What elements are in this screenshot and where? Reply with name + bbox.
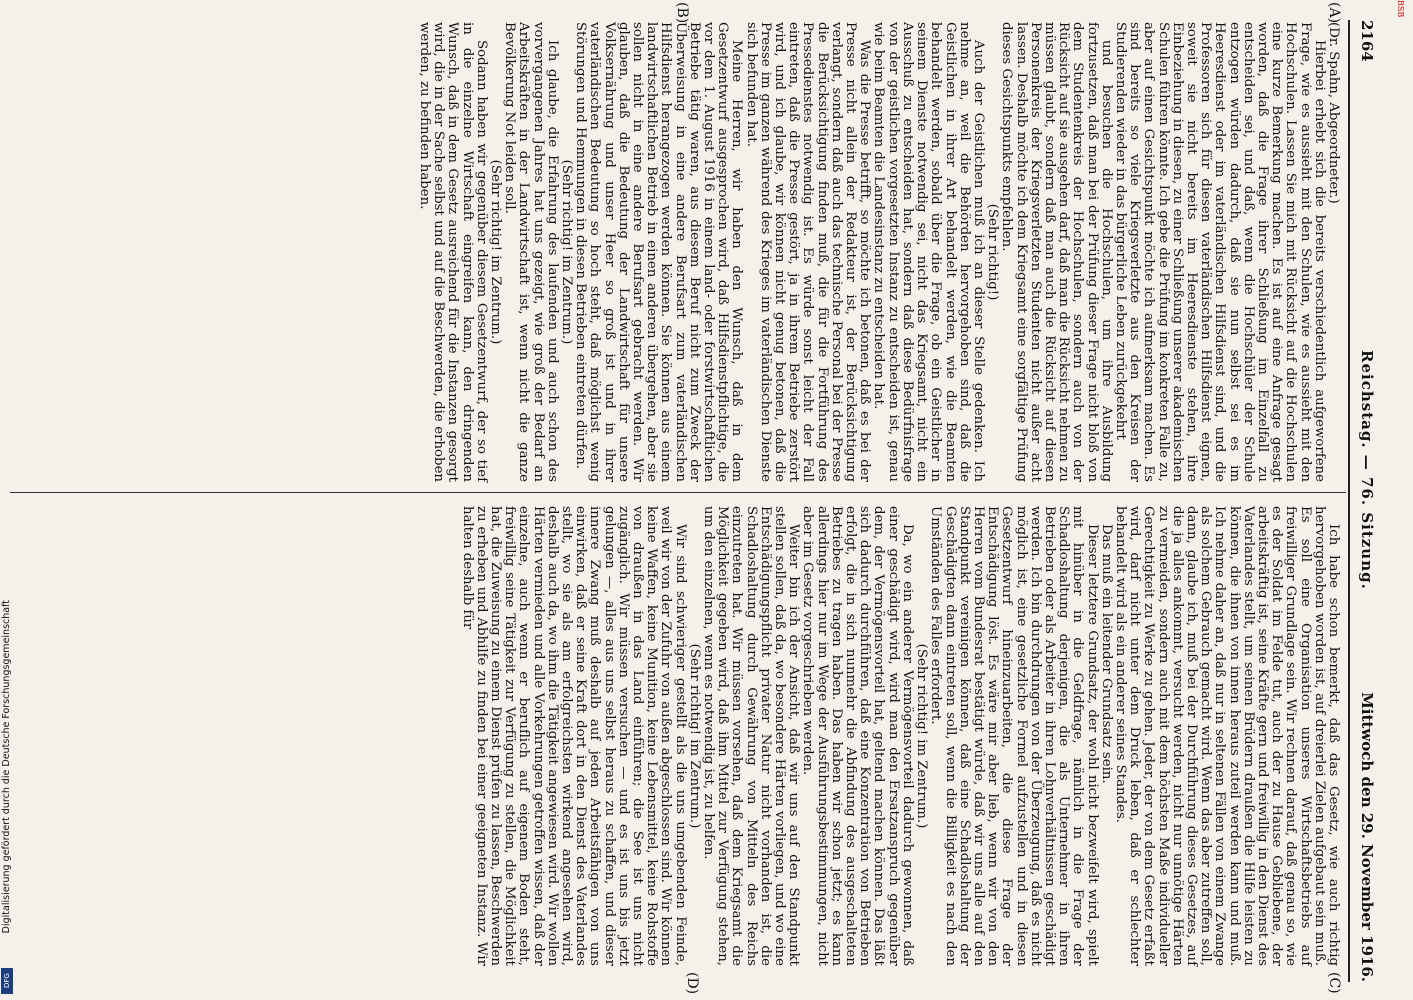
paragraph: Hierbei erhebt sich die bereits verschiedentlich aufgeworfene Frage, wie es aussieht mit den Schulen, wie es aussieht mit den Hochschulen. Lassen Sie mich mit Rücksicht auf die Hochschulen eine kurze Bemerkung machen. Es ist auf eine Anfrage gesagt worden, daß die Frage ihrer Schließung im Einzelfall zu entscheiden sei, und daß, wenn die Hochschüler der Schule entzogen würden dadurch, daß sie nun selbst sei es im Heeresdienst oder im vaterländischen Hilfsdienst sind, und die Professoren sich für diesen vaterländischen Hilfsdienst eignen, soweit sie nicht bereits im Heeresdienste stehen, ihre Einbeziehung in diesen, zu einer Schließung unserer akademischen Schulen führen könnte. Ich gebe die Prüfung im konkreten Falle zu, aber auf einen Gesichtspunkt möchte ich aufmerksam machen. Es sind bereits so viele Kriegsverletzte aus den Kreisen der Studierenden wieder in das bürgerliche Leben zurückgekehrt [1112,22,1327,482]
margin-mark-c: (C) [1326,972,1342,994]
paragraph: (Dr. Spahn, Abgeordneter.) [1326,22,1341,204]
interjection: (Sehr richtig!) [985,203,1001,301]
paragraph: Wir sind schwieriger gestellt als die uns umgebenden Feinde, weil wir von der Zufuhr von außen abgeschlossen sind. Wir können keine Waffen, keine Munition, keine Lebensmittel, keine Rohstoffe von draußen in das Land einführen; die See ist uns nicht zugänglich. Wir müssen versuchen — und es ist uns bis jetzt gelungen —, alles aus uns selbst heraus zu schaffen, und dieser innere Zwang muß deshalb auf jeden Arbeitsfähigen von uns einwirken, daß er seine Kraft dort in den Dienst des Vaterlandes stellt, wo sie als am erfolgreichsten wirkend angesehen wird, deshalb auch da, wo ihm die Tätigkeit angewiesen wird. Wir wollen Härten vermieden und alle Vorkehrungen getroffen wissen, daß der einzelne, auch wenn er beruflich auf eigenem Boden steht, freiwillig seine Tätigkeit zur Verfügung zu stellen, die Möglichkeit hat, die Zuweisung zu einem Dienst prüfen zu lassen, Beschwerden zu erheben und Abhilfe zu finden bei einer geeigneten Instanz. Wir halten deshalb für [459,506,688,966]
digitization-credit [0,0,14,1000]
paragraph: Ich habe schon bemerkt, daß das Gesetz, wie auch richtig hervorgehoben worden ist, auf dreierlei Zielen aufgebaut sein muß. Es soll eine Organisation unseres Wirtschaftsbetriebs auf freiwilliger Grundlage sein. Wir rechnen darauf, daß genau so, wie es der Soldat im Felde tut, auch der zu Hause Gebliebene, der arbeitskräftig ist, seine Kräfte gern und freiwillig in den Dienst des Vaterlandes stellt, um seinen Brüdern draußen die Hilfe leisten zu können, die ihnen von innen heraus zuteil werden kann und muß. Ich nehme daher an, daß nur in seltenen Fällen von einem Zwange als solchem Gebrauch gemacht wird. Wenn das aber zutreffen soll, dann, glaube ich, muß bei der Durchführung dieses Gesetzes, auf die ja alles ankommt, versucht werden, nicht nur unnötige Härten zu vermeiden, sondern auch mit dem höchsten Maße individueller Gerechtigkeit zu Werke zu gehen. Jeder, der von dem Gesetz erfaßt wird, darf nicht unter dem Druck leben, daß er schlechter behandelt wird als ein anderer seines Standes. [1112,506,1341,966]
paragraph: Meine Herren, wir haben den Wunsch, daß in dem Gesetzentwurf ausgesprochen wird, daß Hilfsdienstpflichtige, die vor dem 1. August 1916 in einem land- oder forstwirtschaftlichen Betriebe tätig waren, aus diesem Beruf nicht zum Zweck der Überweisung in eine andere Berufsart zum vaterländischen Hilfsdienst herangezogen werden können. Sie können aus einem landwirtschaftlichen Betrieb in einen anderen übergehen, aber sie sollen nicht in eine andere Berufsart gebracht werden. Wir glauben, daß die Bedeutung der Landwirtschaft für unsere Volksernährung und unser Heer so groß ist und in ihrer vaterländischen Bedeutung so hoch steht, daß möglichst wenig Störungen und Hemmungen in diesen Betrieben eintreten dürfen. [573,22,745,482]
dfg-logo-text: DFG [3,973,11,989]
paragraph: Das muß ein leitender Grundsatz sein. [1098,524,1114,784]
library-side-label [1396,0,1410,30]
margin-mark-a: (A) [1326,2,1342,24]
header-rule [1348,20,1350,982]
session-title: Reichstag. — 76. Sitzung. [1358,350,1376,590]
paragraph: Weiter bin ich der Ansicht, daß wir uns auf den Standpunkt stellen sollen, daß da, wo besondere Härten vorliegen, und wo eine Entschädigungspflicht privater Natur nicht vorhanden ist, die Schadloshaltung durch Gewährung von Mitteln des Reichs einzutreten hat. Wir müssen vorsehen, daß dem Kriegsamt die Möglichkeit gegeben wird, daß ihm Mittel zur Verfügung stehen, um den einzelnen, wenn es notwendig ist, zu helfen. [701,506,802,966]
paragraph: Auch der Geistlichen muß ich an dieser Stelle gedenken. Ich nehme an, weil die Behörden hervorgehoben sind, daß die Geistlichen in ihrer Art behandelt werden, wie die Beamten behandelt werden, sobald über die Frage, ob ein Geistlicher in seinem Dienste notwendig sei, nicht das Kriegsamt, nicht ein Ausschuß zu entscheiden hat, sondern daß diese Bedürfnisfrage von der geistlichen vorgesetzten Instanz zu entscheiden ist, genau wie beim Beamten die Landesinstanz zu entscheiden hat. [871,22,986,482]
dfg-logo [1,968,13,994]
page-number: 2164 [1358,20,1376,62]
session-date: Mittwoch den 29. November 1916. [1358,692,1376,982]
interjection: (Sehr richtig! im Zentrum.) [686,643,702,829]
margin-mark-b: (B) [674,2,690,24]
interjection: (Sehr richtig! im Zentrum.) [559,159,575,345]
interjection: (Sehr richtig! im Zentrum.) [914,643,930,829]
margin-mark-d: (D) [684,972,700,995]
interjection: (Sehr richtig! im Zentrum.) [488,159,504,345]
paragraph: Was die Presse betrifft, so möchte ich betonen, daß es bei der Presse nicht allein der Redakteur ist, der Berücksichtigung verlangt, sondern daß auch das technische Personal bei der Presse die Berücksichtigung finden muß, die für die Fortführung des Pressedienstes notwendig ist. Es würde sonst leicht der Fall eintreten, daß die Presse gestört, ja in ihrem Betriebe zerstört wird, und ich glaube, wir können nicht genug betonen, daß die Presse im ganzen während des Krieges im vaterländischen Dienste sich befunden hat. [743,22,873,482]
bsb-label: BSB [1396,0,1405,18]
left-column [417,22,1340,482]
paragraph: Dieser letztere Grundsatz, der wohl nicht bezweifelt wird, spielt mit hinüber in die Geldfrage, nämlich in die Frage der Schadloshaltung derjenigen, die als Unternehmer in ihren Betrieben oder als Arbeiter in ihren Lohnverhältnissen geschädigt werden. Ich bin durchdrungen von der Überzeugung, daß es nicht möglich ist, eine gesetzliche Formel aufzustellen und in diesen Gesetzentwurf hineinzuarbeiten, die diese Frage der Entschädigung löst. Es wäre mir aber lieb, wenn wir von den Herren vom Bundesrat bestätigt würde, daß wir uns alle auf den Standpunkt vereinigen können, daß eine Schadloshaltung der Geschädigten dann eintreten soll, wenn die Billigkeit es nach den Umständen des Falles erfordert. [928,506,1100,966]
paragraph: Da, wo ein anderer Vermögensvorteil dadurch gewonnen, daß einer geschädigt wird, wird man den Ersatzanspruch gegenüber dem, der Vermögensvorteil hat, geltend machen können. Das läßt sich dadurch durchführen, daß eine Konzentration von Betrieben erfolgt, die in sich nunmehr die Abfindung des ausgeschalteten Betriebes zu tragen haben. Das haben wir schon jetzt; es kann allerdings hier nur im Wege der Ausführungsbestimmungen, nicht aber im Gesetz vorgeschrieben werden. [800,506,915,966]
column-divider [10,492,1346,493]
paragraph: Sodann haben wir gegenüber diesem Gesetzentwurf, der so tief in die einzelne Wirtschaft eingreifen kann, den dringenden Wunsch, daß in dem Gesetz ausreichend für die Instanzen gesorgt wird, die in der Sache selbst und auf die Beschwerden, die erhoben werden, zu befinden haben. [417,22,489,482]
right-column [459,506,1340,966]
paragraph: und besuchen die Hochschulen, um ihre Ausbildung fortzusetzen, daß man bei der Prüfung dieser Frage nicht bloß von dem Studentenkreis der Hochschulen, sondern auch von der Rücksicht auf sie ausgehen darf, daß man die Rücksicht nehmen zu müssen glaubt, sondern daß man auch die Rücksicht auf diesen Personenkreis der Kriegsverletzten Studenten nicht außer acht lassen. Deshalb möchte ich dem Kriegsamt eine sorgfältige Prüfung dieses Gesichtspunkts empfehlen. [999,22,1114,482]
paragraph: Ich glaube, die Erfahrung des laufenden und auch schon des vorvergangenen Jahres hat uns gezeigt, wie groß der Bedarf an Arbeitskräften in der Landwirtschaft ist, wenn nicht die ganze Bevölkerung Not leiden soll. [502,22,560,482]
page-header [1348,20,1382,982]
credit-text: Digitalisierung gefördert durch die Deutsche Forschungsgemeinschaft [1,600,12,934]
